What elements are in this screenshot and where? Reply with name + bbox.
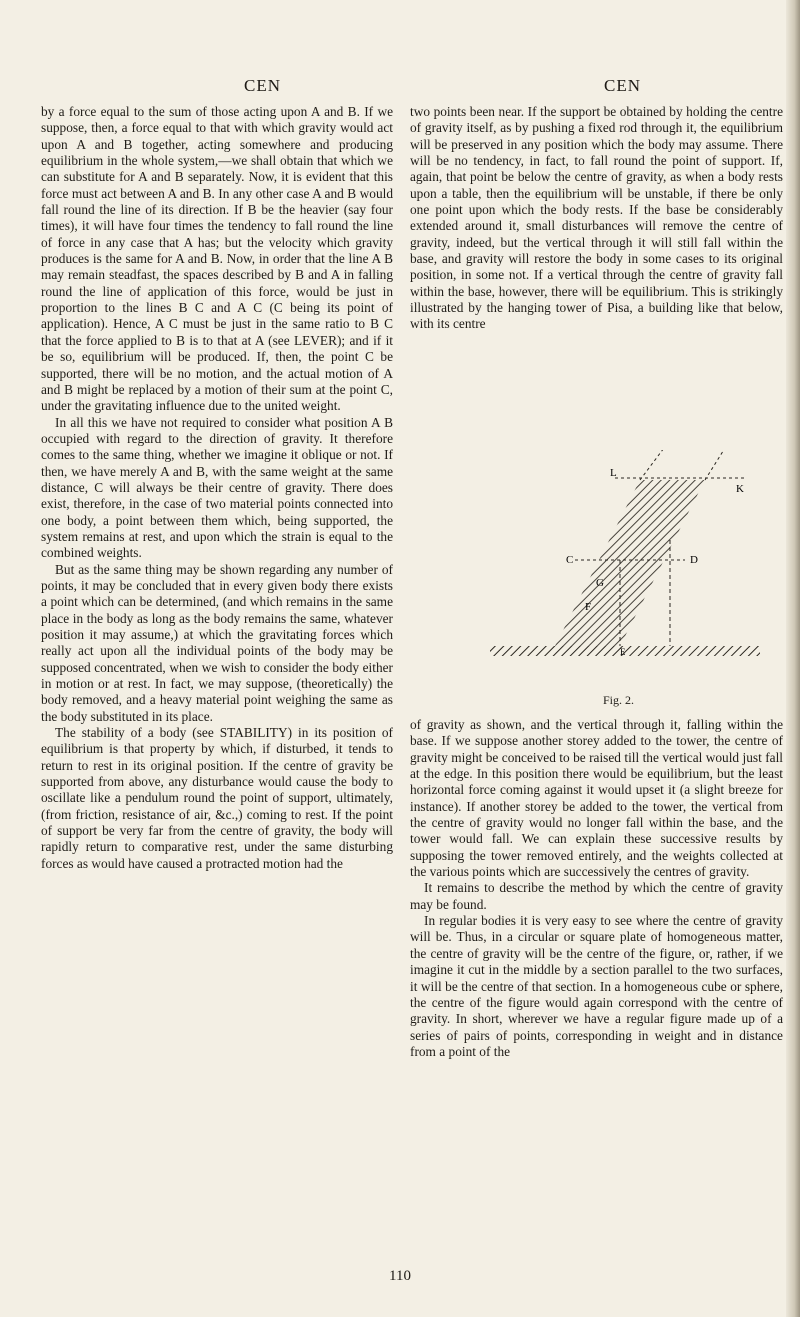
left-column xyxy=(41,104,393,872)
paragraph: two points been near. If the support be obtained by holding the centre of gravity itself, as by pushing a fixed rod through it, the equilibrium will be preserved in any position which the body may assume. There will be no tendency, in fact, to fall round the point of support. If, again, that point be below the centre of gravity, as when a body rests upon a table, then the equilibrium will be unstable, if there be only one point upon which the body rests. If the base be considerably extended around it, small disturbances will remove the centre of gravity, indeed, but the vertical through it will still fall within the base, and gravity will restore the body in some cases to its original position, in some not. If a vertical through the centre of gravity fall within the base, however, there will be equilibrium. This is strikingly illustrated by the hanging tower of Pisa, a building like that below, with its centre xyxy=(410,104,783,332)
label-G: G xyxy=(596,577,604,589)
label-E: E xyxy=(620,647,626,657)
label-K: K xyxy=(736,483,744,495)
label-D: D xyxy=(690,554,698,566)
dashed-edge xyxy=(640,450,670,480)
paragraph: But as the same thing may be shown regarding any number of points, it may be concluded that in every given body there exists a point which can be determined, (and which remains in the same place in the body as long as the body remains the same, whatever position it may assume,) at which the gravitating forces which really act upon all the individual points of the body may be supposed concentrated, when we wish to consider the body either in motion or at rest. In fact, we may suppose, (theoretically) the body removed, and a heavy material point weighing the same as the body substituted in its place. xyxy=(41,561,393,724)
paragraph: In all this we have not required to consider what position A B occupied with regard to the direction of gravity. It therefore comes to the same thing, whether we imagine it oblique or not. If then, we have merely A and B, with the same weight at the same distance, C will always be their centre of gravity. There does exist, therefore, in the case of two material points connected into one body, a point between them which, being supported, the system remains at rest, and upon which the strain is equal to the combined weights. xyxy=(41,414,393,561)
label-L: L xyxy=(610,467,617,479)
label-F: F xyxy=(585,601,592,613)
paragraph: of gravity as shown, and the vertical through it, falling within the base. If we suppose another storey added to the tower, the centre of gravity might be conceived to be raised till the vertical would just fall at the edge. In this position there would be equilibrium, but the least horizontal force coming against it would upset it (a slight breeze for instance). If another storey be added to the tower, the vertical from the centre of gravity would no longer fall within the base, and the tower would fall. We can explain these successive results by supposing the tower removed entirely, and the weights collected at the various points which are successively the centres of gravity. xyxy=(410,717,783,880)
running-header-left: CEN xyxy=(244,76,281,95)
label-C: C xyxy=(566,554,574,566)
paragraph: It remains to describe the method by which the centre of gravity may be found. xyxy=(410,880,783,912)
tower-body xyxy=(555,480,705,646)
paragraph: by a force equal to the sum of those acting upon A and B. If we suppose, then, a force equal to that with which gravity would act upon A and B together, acting somewhere and producing equilibrium in the whole system,—we shall obtain that which we can substitute for A and B separately. Now, it is evident that this force must act between A and B. In any other case A and B would fall round the line of its direction. If B be the heavier (say four times), it will have four times the tendency to fall round the line of force in any case that A has; but the velocity which gravity produces is the same for A and B. Now, in order that the line A B may remain steadfast, the spaces described by B and A in falling round the line of application of this force, would be just in proportion to the lines B C and A C (C being its point of application). Hence, A C must be just in the same ratio to B C that the force applied to B is to that at A (see LEVER); and if it be so, equilibrium will be produced. If, then, the point C be supported, there will be no motion, and the actual motion of A and B might be replaced by a motion of their sum at the point C, under the gravitating influence due to the united weight. xyxy=(41,104,393,414)
figure-caption: Fig. 2. xyxy=(603,693,635,707)
page-edge-shadow xyxy=(786,0,800,1317)
paragraph: The stability of a body (see STABILITY) in its position of equilibrium is that property by which, if disturbed, it tends to return to rest in its original position. If the centre of gravity be supported from above, any disturbance would cause the body to oscillate like a pendulum round the point of support, ultimately, (from friction, resistance of air, &c.,) coming to rest. If the point of support be very far from the centre of gravity, the body will rapidly return to comparative rest, under the same disturbing forces as would have caused a protracted motion had the xyxy=(41,725,393,871)
tower-of-pisa-figure xyxy=(470,450,770,700)
dashed-edge xyxy=(705,450,730,480)
right-column-top xyxy=(410,104,783,333)
paragraph: In regular bodies it is very easy to see where the centre of gravity will be. Thus, in a circular or square plate of homogeneous matter, the centre of gravity will be the centre of the figure, or, rather, if we imagine it cut in the middle by a section parallel to the two surfaces, it will be the centre of that section. In a homogeneous cube or sphere, the centre of the figure would again correspond with the centre of gravity. In short, wherever we have a regular figure made up of a series of pairs of points, corresponding in weight and in distance from a point of the xyxy=(410,913,783,1059)
running-header-right: CEN xyxy=(604,76,641,95)
tower-diagram xyxy=(470,450,770,700)
right-column-bottom xyxy=(410,717,783,1060)
page-number: 110 xyxy=(389,1268,411,1284)
